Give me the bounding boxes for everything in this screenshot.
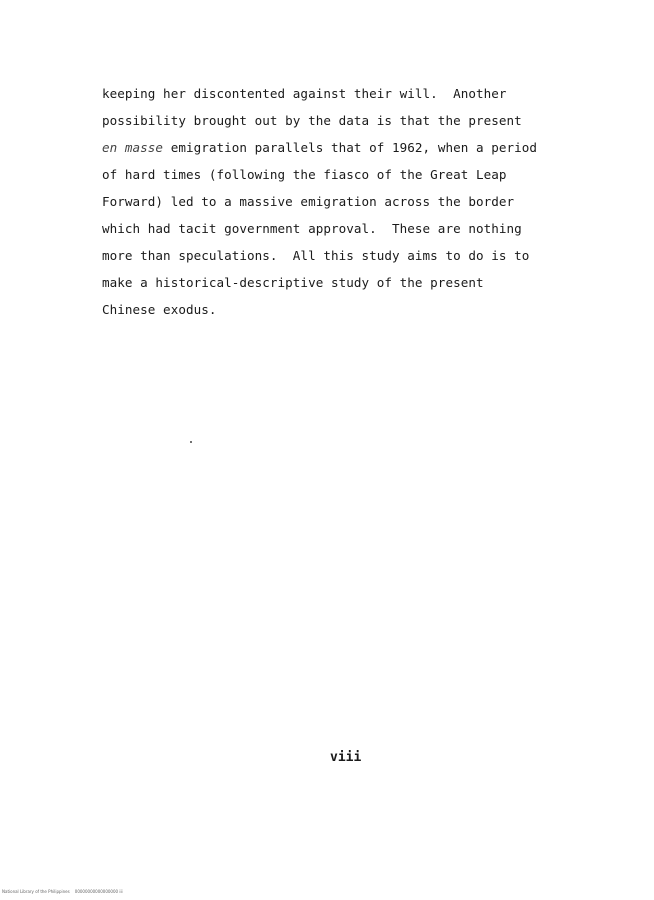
text-line: more than speculations. All this study aims to do is to [102, 248, 530, 263]
text-line: of hard times (following the fiasco of the Great Leap [102, 167, 507, 182]
body-paragraph [102, 80, 602, 323]
text-line: make a historical-descriptive study of the present [102, 275, 484, 290]
text-line: keeping her discontented against their will. Another [102, 86, 507, 101]
footer-note: National Library of the Philippines 00000000000000000 iii [2, 889, 123, 894]
text-line: Chinese exodus. [102, 302, 217, 317]
text-line: en masse emigration parallels that of 1962, when a period [102, 140, 538, 155]
text-line: Forward) led to a massive emigration across the border [102, 194, 515, 209]
italic-phrase: en masse [102, 140, 164, 155]
text-line: possibility brought out by the data is that the present [102, 113, 522, 128]
page-number: viii [330, 750, 362, 765]
text-line: which had tacit government approval. These are nothing [102, 221, 522, 236]
scan-speck [190, 441, 192, 443]
